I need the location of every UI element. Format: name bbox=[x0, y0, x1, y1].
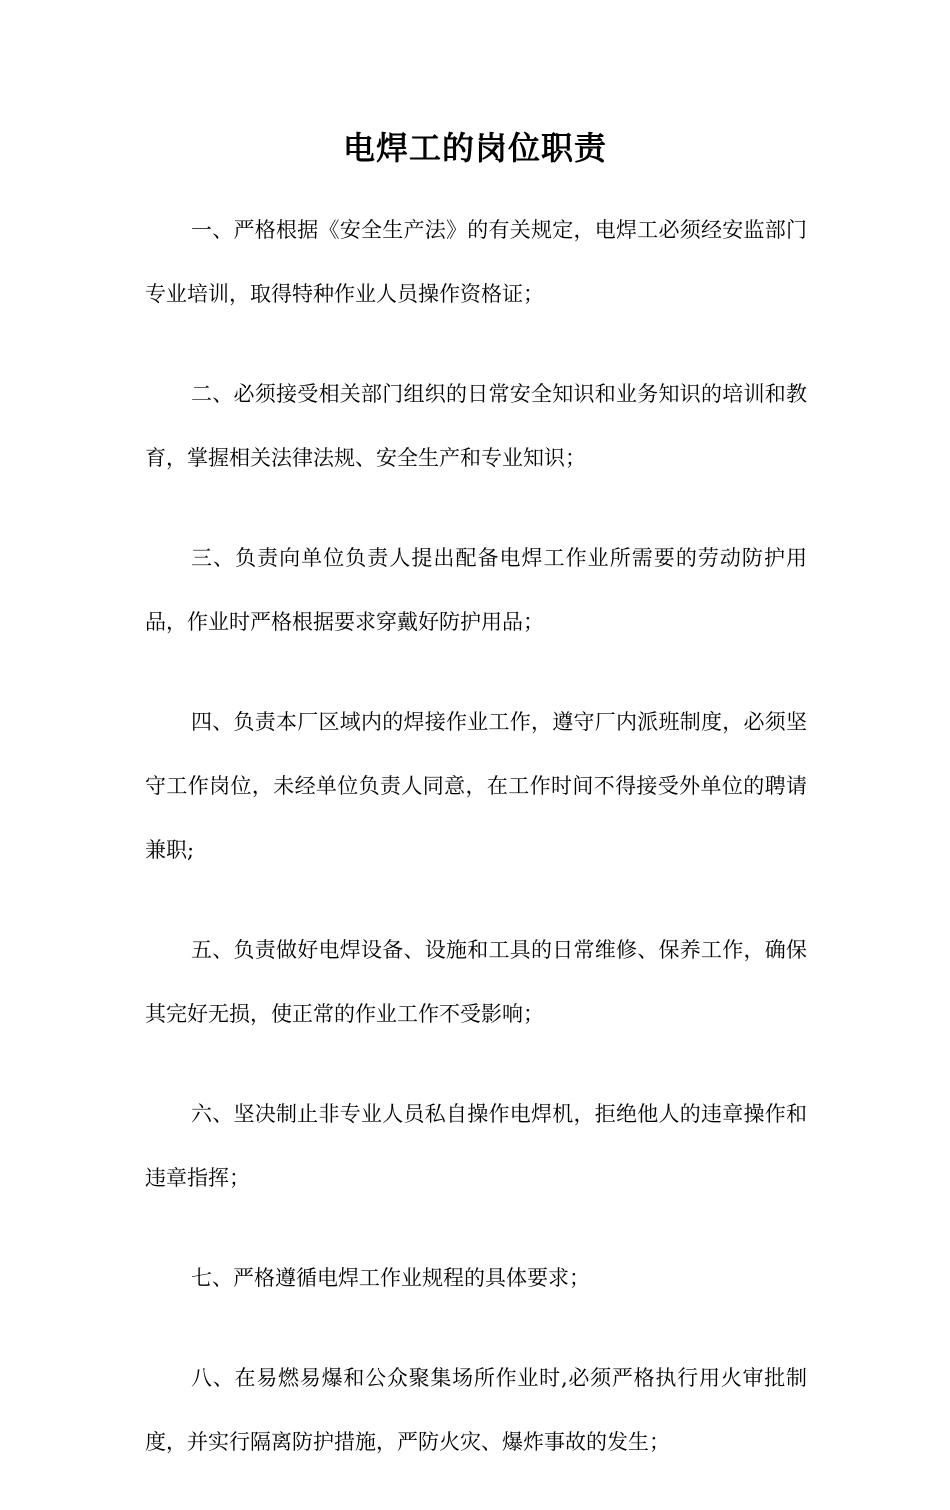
duty-paragraph-5: 五、负责做好电焊设备、设施和工具的日常维修、保养工作，确保其完好无损，使正常的作业工作不受影响； bbox=[145, 938, 807, 1026]
duty-paragraph-6: 六、坚决制止非专业人员私自操作电焊机，拒绝他人的违章操作和违章指挥； bbox=[145, 1102, 807, 1190]
duty-paragraph-1: 一、严格根据《安全生产法》的有关规定，电焊工必须经安监部门专业培训，取得特种作业人员操作资格证； bbox=[145, 218, 807, 306]
duty-paragraph-4: 四、负责本厂区域内的焊接作业工作，遵守厂内派班制度，必须坚守工作岗位，未经单位负责人同意，在工作时间不得接受外单位的聘请兼职; bbox=[145, 710, 807, 862]
document-body bbox=[145, 198, 807, 1510]
duty-paragraph-3: 三、负责向单位负责人提出配备电焊工作业所需要的劳动防护用品，作业时严格根据要求穿戴好防护用品； bbox=[145, 546, 807, 634]
duty-paragraph-7: 七、严格遵循电焊工作业规程的具体要求； bbox=[191, 1266, 590, 1290]
duty-paragraph-8: 八、在易燃易爆和公众聚集场所作业时,必须严格执行用火审批制度，并实行隔离防护措施，严防火灾、爆炸事故的发生； bbox=[145, 1366, 807, 1454]
duty-paragraph-2: 二、必须接受相关部门组织的日常安全知识和业务知识的培训和教育，掌握相关法律法规、安全生产和专业知识； bbox=[145, 382, 807, 470]
document-title: 电焊工的岗位职责 bbox=[342, 129, 607, 167]
